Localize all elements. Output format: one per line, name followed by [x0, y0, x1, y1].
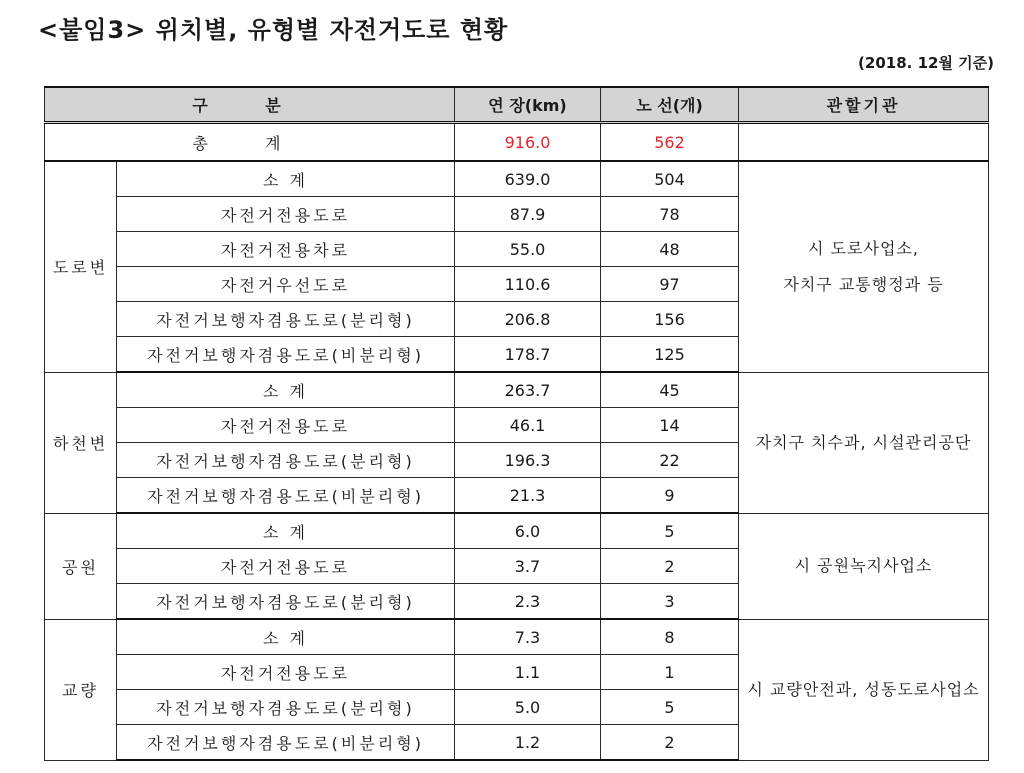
- routes-value: 2: [601, 725, 739, 761]
- total-row: [45, 123, 989, 162]
- group-name: 하천변: [45, 372, 117, 513]
- table-row: [45, 372, 989, 408]
- road-type-label: 자전거보행자겸용도로(비분리형): [117, 337, 455, 373]
- routes-value: 2: [601, 549, 739, 584]
- header-category: 구 분: [45, 87, 455, 123]
- routes-value: 9: [601, 478, 739, 514]
- length-value: 196.3: [455, 443, 601, 478]
- length-value: 3.7: [455, 549, 601, 584]
- road-type-label: 자전거전용차로: [117, 232, 455, 267]
- agency-line: 자치구 치수과, 시설관리공단: [755, 432, 972, 452]
- length-value: 110.6: [455, 267, 601, 302]
- agency-cell: [739, 513, 989, 619]
- length-value: 6.0: [455, 513, 601, 549]
- length-value: 639.0: [455, 161, 601, 197]
- agency-line: 자치구 교통행정과 등: [783, 274, 944, 294]
- length-value: 178.7: [455, 337, 601, 373]
- road-type-label: 자전거우선도로: [117, 267, 455, 302]
- routes-value: 22: [601, 443, 739, 478]
- road-type-label: 자전거전용도로: [117, 408, 455, 443]
- road-type-label: 자전거전용도로: [117, 197, 455, 232]
- routes-value: 97: [601, 267, 739, 302]
- routes-value: 3: [601, 584, 739, 620]
- routes-value: 504: [601, 161, 739, 197]
- subtotal-label: 소 계: [117, 372, 455, 408]
- group-name: 공원: [45, 513, 117, 619]
- table-header-row: [45, 87, 989, 123]
- routes-value: 5: [601, 513, 739, 549]
- header-routes: 노 선(개): [601, 87, 739, 123]
- document-title: <붙임3> 위치별, 유형별 자전거도로 현황: [38, 16, 509, 44]
- length-value: 206.8: [455, 302, 601, 337]
- subtotal-label: 소 계: [117, 161, 455, 197]
- road-type-label: 자전거보행자겸용도로(분리형): [117, 690, 455, 725]
- length-value: 263.7: [455, 372, 601, 408]
- agency-cell: [739, 161, 989, 372]
- group-name: 도로변: [45, 161, 117, 372]
- length-value: 2.3: [455, 584, 601, 620]
- header-agency: 관할기관: [739, 87, 989, 123]
- routes-value: 1: [601, 655, 739, 690]
- road-type-label: 자전거보행자겸용도로(비분리형): [117, 478, 455, 514]
- bike-road-status-table: [44, 86, 989, 761]
- agency-line: 시 교량안전과, 성동도로사업소: [747, 679, 980, 699]
- total-agency: [739, 123, 989, 162]
- routes-value: 125: [601, 337, 739, 373]
- road-type-label: 자전거보행자겸용도로(분리형): [117, 302, 455, 337]
- group-name: 교량: [45, 619, 117, 760]
- table-row: [45, 513, 989, 549]
- length-value: 21.3: [455, 478, 601, 514]
- subtotal-label: 소 계: [117, 513, 455, 549]
- length-value: 55.0: [455, 232, 601, 267]
- length-value: 46.1: [455, 408, 601, 443]
- agency-cell: [739, 372, 989, 513]
- total-label: 총 계: [45, 123, 455, 162]
- length-value: 7.3: [455, 619, 601, 655]
- subtotal-label: 소 계: [117, 619, 455, 655]
- routes-value: 8: [601, 619, 739, 655]
- road-type-label: 자전거보행자겸용도로(비분리형): [117, 725, 455, 761]
- table-row: [45, 161, 989, 197]
- length-value: 1.1: [455, 655, 601, 690]
- table-body: [45, 123, 989, 761]
- road-type-label: 자전거보행자겸용도로(분리형): [117, 443, 455, 478]
- date-note: (2018. 12월 기준): [858, 54, 994, 72]
- routes-value: 156: [601, 302, 739, 337]
- length-value: 87.9: [455, 197, 601, 232]
- routes-value: 5: [601, 690, 739, 725]
- agency-cell: [739, 619, 989, 760]
- agency-line: 시 도로사업소,: [808, 238, 919, 258]
- routes-value: 78: [601, 197, 739, 232]
- length-value: 1.2: [455, 725, 601, 761]
- length-value: 5.0: [455, 690, 601, 725]
- table-row: [45, 619, 989, 655]
- header-length: 연 장(km): [455, 87, 601, 123]
- road-type-label: 자전거전용도로: [117, 655, 455, 690]
- agency-line: 시 공원녹지사업소: [794, 556, 933, 575]
- routes-value: 14: [601, 408, 739, 443]
- routes-value: 45: [601, 372, 739, 408]
- total-routes: 562: [601, 123, 739, 162]
- road-type-label: 자전거전용도로: [117, 549, 455, 584]
- road-type-label: 자전거보행자겸용도로(분리형): [117, 584, 455, 620]
- routes-value: 48: [601, 232, 739, 267]
- total-length: 916.0: [455, 123, 601, 162]
